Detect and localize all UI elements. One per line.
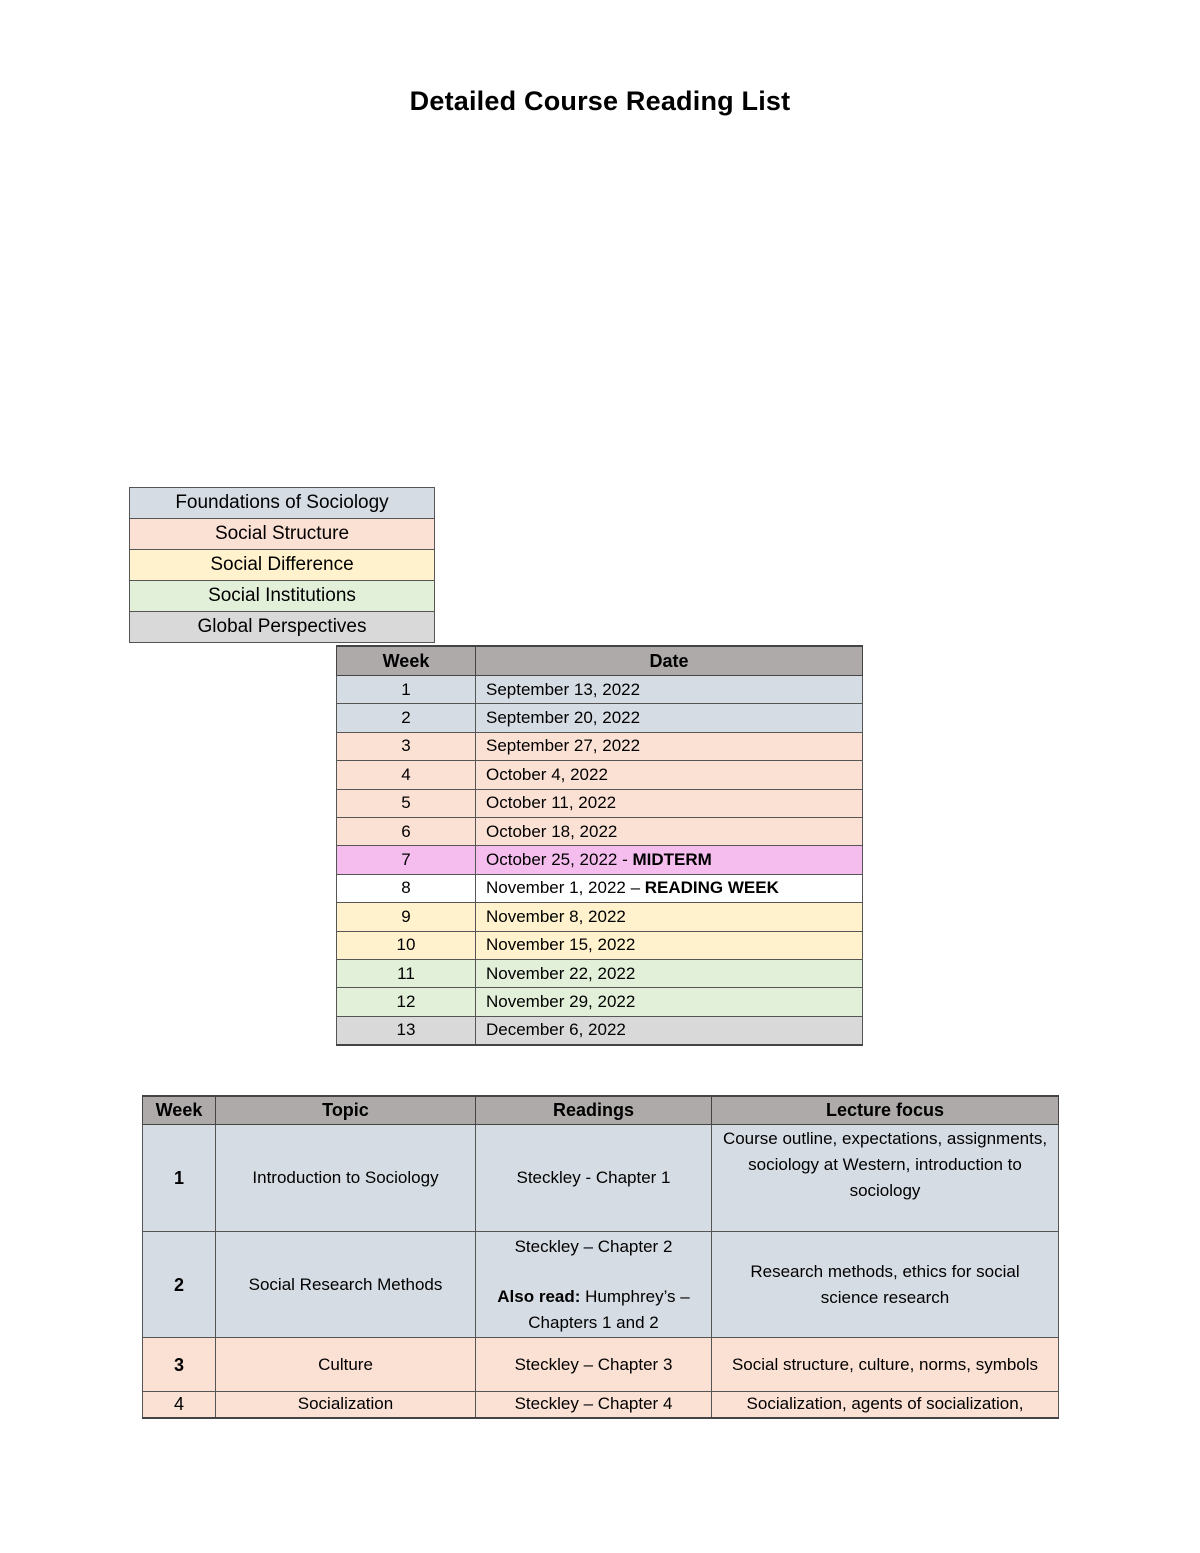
week-date: September 20, 2022 (476, 704, 863, 732)
reading-readings-header: Readings (476, 1096, 712, 1125)
week-number: 4 (143, 1392, 216, 1418)
table-row (337, 761, 863, 789)
reading-week-label: READING WEEK (644, 878, 779, 898)
topic-cell: Socialization (216, 1392, 476, 1418)
week-number: 4 (337, 761, 476, 789)
week-date: November 15, 2022 (476, 931, 863, 959)
focus-cell: Research methods, ethics for social science research (712, 1232, 1059, 1338)
week-number: 1 (337, 676, 476, 704)
category-legend (129, 487, 435, 643)
focus-cell: Social structure, culture, norms, symbols (712, 1338, 1059, 1392)
table-row (337, 732, 863, 760)
focus-cell: Course outline, expectations, assignments, sociology at Western, introduction to sociology (712, 1125, 1059, 1232)
schedule-table (336, 645, 863, 1046)
schedule-header-row (337, 646, 863, 676)
table-row (337, 931, 863, 959)
reading-table (142, 1095, 1059, 1419)
schedule-date-header: Date (476, 646, 863, 676)
week-number: 3 (143, 1338, 216, 1392)
table-row (337, 676, 863, 704)
week-date: September 27, 2022 (476, 732, 863, 760)
table-row (337, 1016, 863, 1045)
table-row (337, 988, 863, 1016)
week-number: 1 (143, 1125, 216, 1232)
readings-cell: Steckley - Chapter 1 (476, 1125, 712, 1232)
table-row (337, 789, 863, 817)
topic-cell: Introduction to Sociology (216, 1125, 476, 1232)
reading-topic-header: Topic (216, 1096, 476, 1125)
week-date: October 4, 2022 (476, 761, 863, 789)
week-date: November 8, 2022 (476, 903, 863, 931)
week-date: November 22, 2022 (476, 959, 863, 987)
week-number: 8 (337, 874, 476, 902)
week-date: November 1, 2022 – READING WEEK (476, 874, 863, 902)
table-row (143, 1338, 1059, 1392)
week-number: 7 (337, 846, 476, 874)
week-number: 11 (337, 959, 476, 987)
readings-cell: Steckley – Chapter 4 (476, 1392, 712, 1418)
midterm-label: MIDTERM (632, 850, 712, 870)
legend-foundations: Foundations of Sociology (130, 488, 435, 519)
table-row (143, 1392, 1059, 1418)
table-row (337, 704, 863, 732)
reading-header-row (143, 1096, 1059, 1125)
week-number: 5 (337, 789, 476, 817)
week-number: 6 (337, 817, 476, 845)
table-row (337, 959, 863, 987)
table-row (337, 846, 863, 874)
table-row (337, 874, 863, 902)
readings-cell: Steckley – Chapter 2 Also read: Humphrey’s – Chapters 1 and 2 (476, 1232, 712, 1338)
legend-social-difference: Social Difference (130, 550, 435, 581)
week-number: 3 (337, 732, 476, 760)
topic-cell: Social Research Methods (216, 1232, 476, 1338)
page-title: Detailed Course Reading List (409, 86, 791, 116)
table-row (337, 903, 863, 931)
reading-focus-header: Lecture focus (712, 1096, 1059, 1125)
week-number: 12 (337, 988, 476, 1016)
table-row (143, 1232, 1059, 1338)
legend-social-structure: Social Structure (130, 519, 435, 550)
week-number: 2 (337, 704, 476, 732)
week-date: October 11, 2022 (476, 789, 863, 817)
week-date: November 29, 2022 (476, 988, 863, 1016)
topic-cell: Culture (216, 1338, 476, 1392)
schedule-week-header: Week (337, 646, 476, 676)
week-number: 9 (337, 903, 476, 931)
readings-cell: Steckley – Chapter 3 (476, 1338, 712, 1392)
week-date: October 18, 2022 (476, 817, 863, 845)
week-number: 10 (337, 931, 476, 959)
week-date: December 6, 2022 (476, 1016, 863, 1045)
week-number: 13 (337, 1016, 476, 1045)
reading-week-header: Week (143, 1096, 216, 1125)
focus-cell: Socialization, agents of socialization, (712, 1392, 1059, 1418)
also-read-label: Also read: (497, 1286, 581, 1306)
week-number: 2 (143, 1232, 216, 1338)
week-date: October 25, 2022 - MIDTERM (476, 846, 863, 874)
week-date: September 13, 2022 (476, 676, 863, 704)
table-row (337, 817, 863, 845)
legend-social-institutions: Social Institutions (130, 581, 435, 612)
legend-global-perspectives: Global Perspectives (130, 612, 435, 643)
table-row (143, 1125, 1059, 1232)
